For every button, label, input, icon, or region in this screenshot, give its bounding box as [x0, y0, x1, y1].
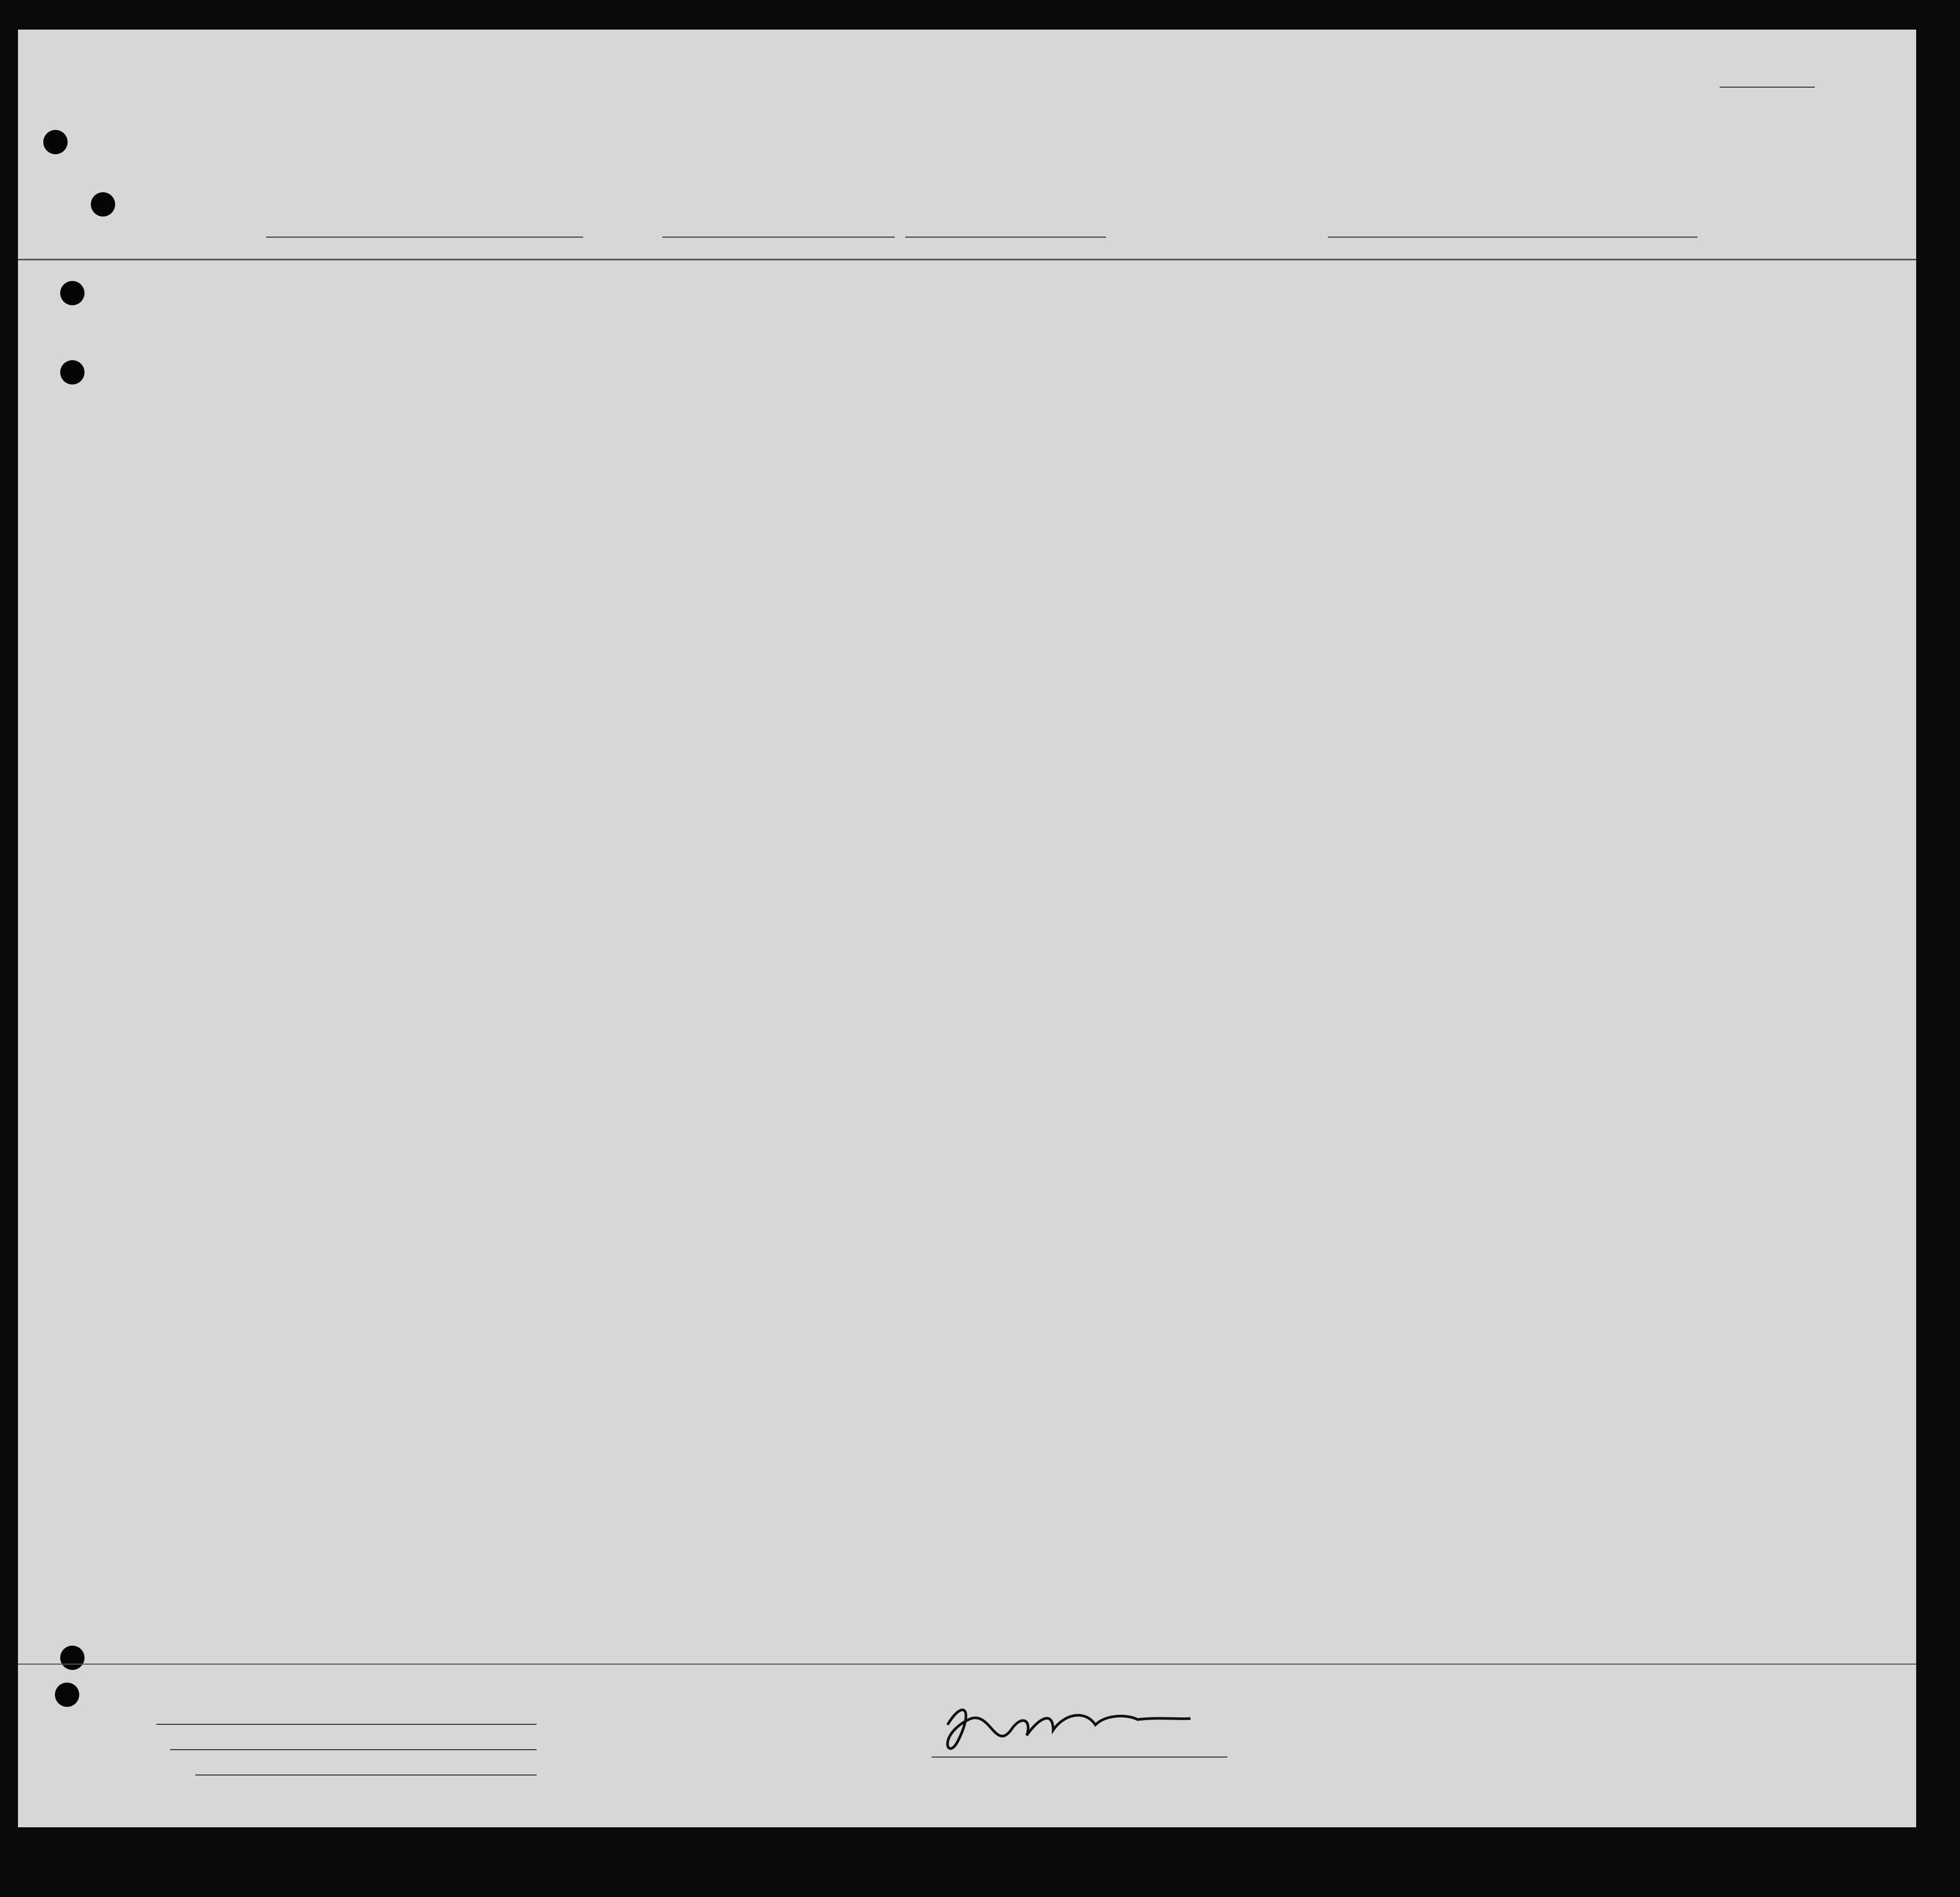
inspector-signature [916, 1688, 1233, 1767]
manifest-sheet [18, 30, 1916, 1827]
manifest-table [18, 30, 1916, 1827]
